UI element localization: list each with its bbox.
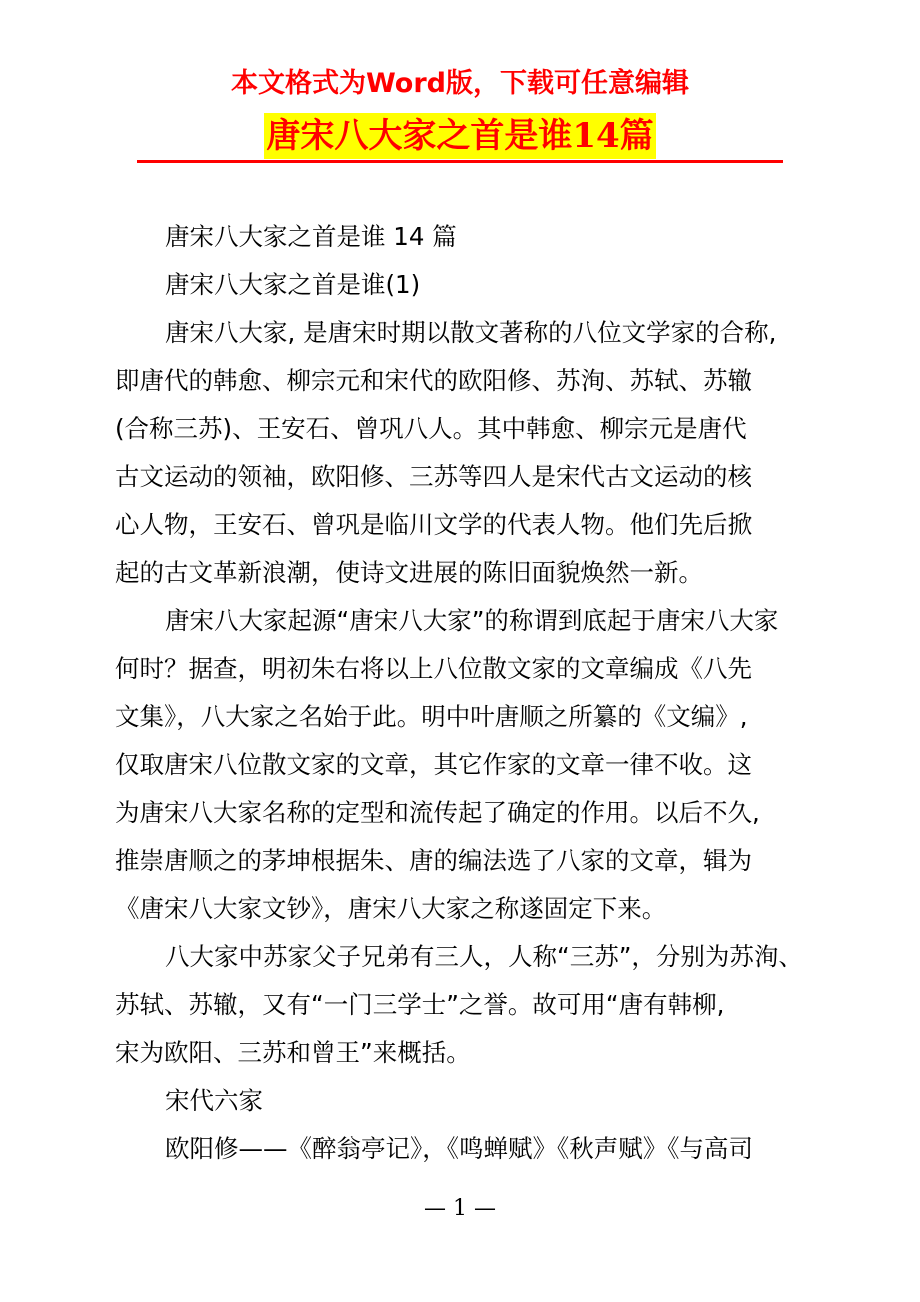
document-body	[115, 213, 803, 1173]
paragraph-origin	[115, 597, 790, 933]
title-divider	[137, 160, 783, 163]
document-banner: 本文格式为Word版，下载可任意编辑	[230, 68, 689, 99]
paragraph-line: 为唐宋八大家名称的定型和流传起了确定的作用。以后不久,	[115, 798, 760, 827]
paragraph-line: 苏轼、苏辙，又有“一门三学士”之誉。故可用“唐有韩柳,	[115, 990, 725, 1019]
paragraph-three-su	[115, 933, 803, 1077]
document-title-container	[0, 113, 920, 159]
paragraph-line: 宋为欧阳、三苏和曾王”来概括。	[115, 1038, 471, 1067]
paragraph-intro	[115, 309, 790, 597]
paragraph-line: 何时？据查，明初朱右将以上八位散文家的文章编成《八先	[115, 654, 752, 683]
paragraph-line: 古文运动的领袖，欧阳修、三苏等四人是宋代古文运动的核	[115, 462, 752, 491]
paragraph-line: 推崇唐顺之的茅坤根据朱、唐的编法选了八家的文章，辑为	[115, 846, 752, 875]
paragraph-line: 唐宋八大家起源“唐宋八大家”的称谓到底起于唐宋八大家	[165, 606, 779, 635]
paragraph-line: 八大家中苏家父子兄弟有三人，人称“三苏”，分别为苏洵、	[165, 942, 803, 971]
paragraph-line: 唐宋八大家, 是唐宋时期以散文著称的八位文学家的合称,	[165, 318, 777, 347]
document-title: 唐宋八大家之首是谁14篇	[264, 113, 655, 159]
paragraph-line: 心人物，王安石、曾巩是临川文学的代表人物。他们先后掀	[115, 510, 752, 539]
page-number: — 1 —	[424, 1196, 496, 1221]
paragraph-line: 仅取唐宋八位散文家的文章，其它作家的文章一律不收。这	[115, 750, 752, 779]
body-subheading: 唐宋八大家之首是谁(1)	[165, 270, 421, 299]
paragraph-line: 《唐宋八大家文钞》，唐宋八大家之称遂固定下来。	[115, 894, 667, 923]
paragraph-line: 即唐代的韩愈、柳宗元和宋代的欧阳修、苏洵、苏轼、苏辙	[115, 366, 752, 395]
paragraph-line: 欧阳修——《醉翁亭记》，《鸣蝉赋》《秋声赋》《与高司	[165, 1134, 753, 1163]
body-heading: 唐宋八大家之首是谁 14 篇	[165, 222, 457, 251]
paragraph-line: (合称三苏)、王安石、曾巩八人。其中韩愈、柳宗元是唐代	[115, 414, 747, 443]
section-heading: 宋代六家	[165, 1086, 263, 1115]
paragraph-line: 文集》，八大家之名始于此。明中叶唐顺之所纂的《文编》,	[115, 702, 748, 731]
paragraph-line: 起的古文革新浪潮，使诗文进展的陈旧面貌焕然一新。	[115, 558, 703, 587]
paragraph-ouyang-xiu	[140, 1125, 790, 1173]
